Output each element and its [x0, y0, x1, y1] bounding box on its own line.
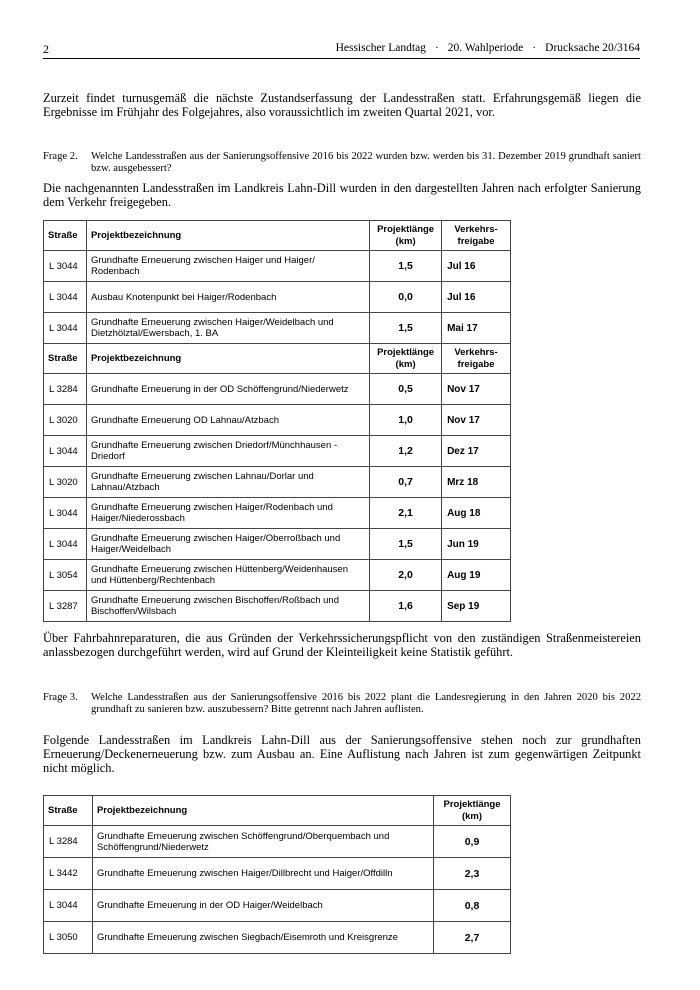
- road-cell: L 3044: [44, 890, 93, 922]
- length-cell: 2,1: [370, 498, 442, 529]
- project-cell: Grundhafte Erneuerung zwischen Haiger/Rodenbach und Haiger/Niederossbach: [86, 498, 369, 529]
- table-row: [44, 374, 511, 405]
- header-verkehrsfreigabe: Verkehrs-freigabe: [442, 221, 511, 251]
- release-date-cell: Dez 17: [442, 436, 511, 467]
- header-strasse: Straße: [44, 221, 87, 251]
- length-cell: 1,6: [370, 591, 442, 622]
- project-cell: Grundhafte Erneuerung in der OD Schöffengrund/Niederwetz: [86, 374, 369, 405]
- header-projektbezeichnung: Projektbezeichnung: [86, 344, 369, 374]
- table-row: [44, 436, 511, 467]
- page-number: 2: [43, 42, 49, 56]
- length-cell: 2,7: [434, 922, 511, 954]
- length-cell: 0,7: [370, 467, 442, 498]
- project-cell: Grundhafte Erneuerung zwischen Bischoffen/Roßbach und Bischoffen/Wilsbach: [86, 591, 369, 622]
- project-cell: Grundhafte Erneuerung in der OD Haiger/Weidelbach: [92, 890, 433, 922]
- release-date-cell: Jun 19: [442, 529, 511, 560]
- header-strasse: Straße: [44, 344, 87, 374]
- running-head-text: [336, 42, 640, 54]
- after-table-paragraph: Über Fahrbahnreparaturen, die aus Gründen der Verkehrssicherungspflicht von den zuständigen Straßenmeistereien anlassbezogen durchgeführt werden, wird auf Grund der Kleinteiligkeit keine Statistik geführt.: [43, 631, 641, 660]
- road-cell: L 3050: [44, 922, 93, 954]
- road-cell: L 3044: [44, 282, 87, 313]
- running-header: [43, 42, 640, 59]
- release-date-cell: Aug 19: [442, 560, 511, 591]
- question-label: Frage 2.: [43, 151, 78, 162]
- length-cell: 2,3: [434, 858, 511, 890]
- table-header-row: [44, 344, 511, 374]
- table-row: [44, 826, 511, 858]
- road-cell: L 3020: [44, 405, 87, 436]
- road-cell: L 3044: [44, 436, 87, 467]
- header-verkehrsfreigabe: Verkehrs-freigabe: [442, 344, 511, 374]
- table-row: [44, 282, 511, 313]
- project-cell: Grundhafte Erneuerung zwischen Haiger und Haiger/ Rodenbach: [86, 251, 369, 282]
- table-header-row: [44, 221, 511, 251]
- project-cell: Grundhafte Erneuerung zwischen Siegbach/Eisemroth und Kreisgrenze: [92, 922, 433, 954]
- table-row: [44, 405, 511, 436]
- length-cell: 1,2: [370, 436, 442, 467]
- length-cell: 0,8: [434, 890, 511, 922]
- length-cell: 1,5: [370, 251, 442, 282]
- road-cell: L 3044: [44, 529, 87, 560]
- header-projektbezeichnung: Projektbezeichnung: [92, 796, 433, 826]
- project-cell: Grundhafte Erneuerung zwischen Schöffengrund/Oberquembach und Schöffengrund/Niederwetz: [92, 826, 433, 858]
- question-label: Frage 3.: [43, 692, 78, 703]
- table-row: [44, 922, 511, 954]
- header-projektlaenge: Projektlänge (km): [434, 796, 511, 826]
- project-cell: Grundhafte Erneuerung zwischen Haiger/Oberroßbach und Haiger/Weidelbach: [86, 529, 369, 560]
- project-cell: Grundhafte Erneuerung OD Lahnau/Atzbach: [86, 405, 369, 436]
- length-cell: 0,0: [370, 282, 442, 313]
- road-cell: L 3287: [44, 591, 87, 622]
- length-cell: 1,5: [370, 313, 442, 344]
- release-date-cell: Jul 16: [442, 251, 511, 282]
- project-cell: Grundhafte Erneuerung zwischen Hüttenberg/Weidenhausen und Hüttenberg/Rechtenbach: [86, 560, 369, 591]
- road-cell: L 3044: [44, 251, 87, 282]
- intro-paragraph: Zurzeit findet turnusgemäß die nächste Zustandserfassung der Landesstraßen statt. Erfahrungsgemäß liegen die Ergebnisse im Frühjahr des Folgejahres, also voraussichtlich im zweiten Quartal 2021, vor.: [43, 91, 641, 120]
- period: 20. Wahlperiode: [447, 42, 524, 54]
- table-row: [44, 251, 511, 282]
- table-row: [44, 591, 511, 622]
- table-row: [44, 467, 511, 498]
- table-header-row: [44, 796, 511, 826]
- separator: ·: [434, 42, 439, 54]
- release-date-cell: Aug 18: [442, 498, 511, 529]
- length-cell: 1,5: [370, 529, 442, 560]
- project-cell: Grundhafte Erneuerung zwischen Haiger/Dillbrecht und Haiger/Offdilln: [92, 858, 433, 890]
- header-strasse: Straße: [44, 796, 93, 826]
- release-date-cell: Jul 16: [442, 282, 511, 313]
- header-projektlaenge: Projektlänge (km): [370, 344, 442, 374]
- project-cell: Grundhafte Erneuerung zwischen Lahnau/Dorlar und Lahnau/Atzbach: [86, 467, 369, 498]
- sanierung-table-planned: [43, 795, 511, 954]
- table-row: [44, 313, 511, 344]
- road-cell: L 3054: [44, 560, 87, 591]
- release-date-cell: Nov 17: [442, 405, 511, 436]
- header-projektbezeichnung: Projektbezeichnung: [86, 221, 369, 251]
- question-text: Welche Landesstraßen aus der Sanierungsoffensive 2016 bis 2022 wurden bzw. werden bis 31. Dezember 2019 grundhaft saniert bzw. ausgebessert?: [91, 151, 641, 174]
- table-row: [44, 498, 511, 529]
- release-date-cell: Mai 17: [442, 313, 511, 344]
- release-date-cell: Nov 17: [442, 374, 511, 405]
- header-projektlaenge: Projektlänge (km): [370, 221, 442, 251]
- document-number: Drucksache 20/3164: [545, 42, 640, 54]
- answer-2-paragraph: Die nachgenannten Landesstraßen im Landkreis Lahn-Dill wurden in den dargestellten Jahren nach erfolgter Sanierung dem Verkehr freigegeben.: [43, 181, 641, 210]
- release-date-cell: Sep 19: [442, 591, 511, 622]
- road-cell: L 3044: [44, 498, 87, 529]
- separator: ·: [532, 42, 537, 54]
- project-cell: Grundhafte Erneuerung zwischen Haiger/Weidelbach und Dietzhölztal/Ewersbach, 1. BA: [86, 313, 369, 344]
- question-text: Welche Landesstraßen aus der Sanierungsoffensive 2016 bis 2022 plant die Landesregierung in den Jahren 2020 bis 2022 grundhaft zu sanieren bzw. auszubessern? Bitte getrennt nach Jahren auflisten.: [91, 692, 641, 715]
- road-cell: L 3020: [44, 467, 87, 498]
- length-cell: 0,5: [370, 374, 442, 405]
- project-cell: Ausbau Knotenpunkt bei Haiger/Rodenbach: [86, 282, 369, 313]
- answer-3-paragraph: Folgende Landesstraßen im Landkreis Lahn-Dill aus der Sanierungsoffensive stehen noch zur grundhaften Erneuerung/Deckenerneuerung bzw. zum Ausbau an. Eine Auflistung nach Jahren ist zum gegenwärtigen Zeitpunkt nicht möglich.: [43, 733, 641, 776]
- road-cell: L 3284: [44, 374, 87, 405]
- table-row: [44, 529, 511, 560]
- table-row: [44, 890, 511, 922]
- table-row: [44, 560, 511, 591]
- length-cell: 0,9: [434, 826, 511, 858]
- length-cell: 1,0: [370, 405, 442, 436]
- project-cell: Grundhafte Erneuerung zwischen Driedorf/Münchhausen - Driedorf: [86, 436, 369, 467]
- road-cell: L 3284: [44, 826, 93, 858]
- publisher: Hessischer Landtag: [335, 42, 426, 54]
- road-cell: L 3044: [44, 313, 87, 344]
- sanierung-table-completed: [43, 220, 511, 622]
- table-row: [44, 858, 511, 890]
- length-cell: 2,0: [370, 560, 442, 591]
- release-date-cell: Mrz 18: [442, 467, 511, 498]
- road-cell: L 3442: [44, 858, 93, 890]
